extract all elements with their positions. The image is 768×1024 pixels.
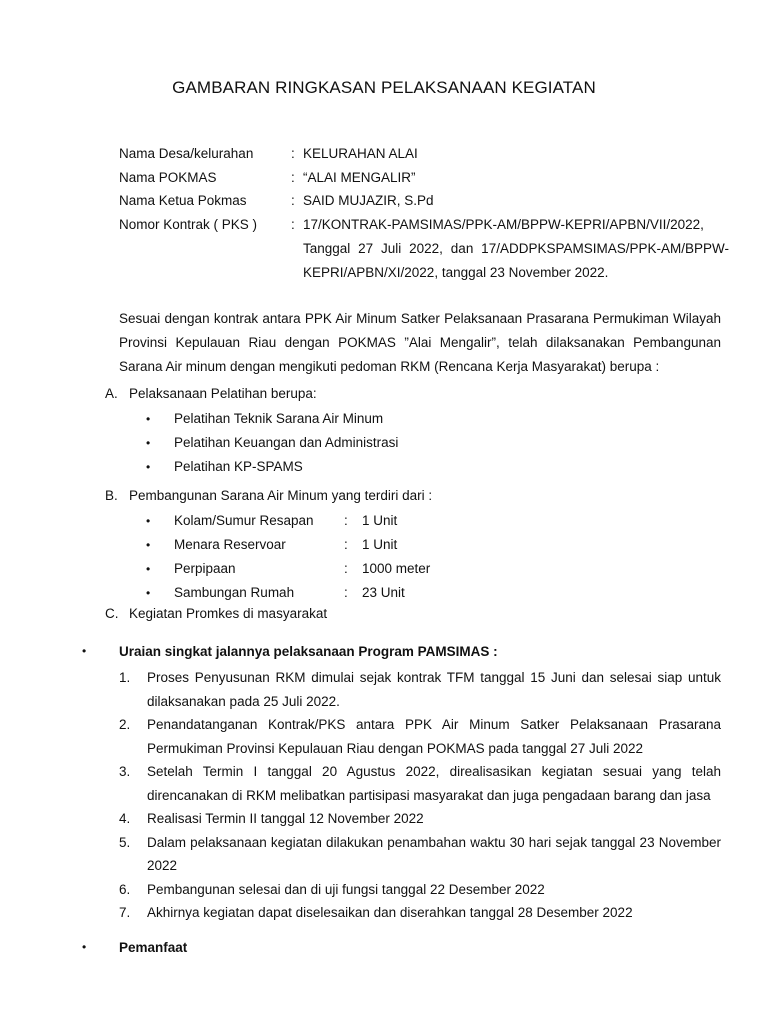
list-item: [119, 666, 721, 713]
item-colon: :: [344, 537, 348, 552]
item-text: Setelah Termin I tanggal 20 Agustus 2022, direalisasikan kegiatan sesuai yang telah direncanakan di RKM melibatkan partisipasi masyarakat dan juga pengadaan barang dan jasa: [147, 764, 721, 803]
info-label: Nama Ketua Pokmas: [119, 193, 247, 208]
section-a-heading: [105, 386, 317, 401]
section-a-list: [146, 409, 398, 481]
list-item: [146, 535, 430, 559]
info-label: Nama Desa/kelurahan: [119, 146, 254, 161]
item-name: Menara Reservoar: [174, 537, 286, 552]
item-text: Proses Penyusunan RKM dimulai sejak kontrak TFM tanggal 15 Juni dan selesai siap untuk dilaksanakan pada 25 Juli 2022.: [147, 670, 721, 709]
uraian-list: [119, 666, 721, 925]
list-item: [146, 559, 430, 583]
bullet-icon: •: [146, 538, 151, 552]
list-item-text: Pelatihan KP-SPAMS: [174, 459, 303, 474]
uraian-heading: [82, 644, 498, 659]
info-colon: :: [291, 216, 295, 232]
bullet-icon: •: [82, 940, 87, 954]
uraian-title: Uraian singkat jalannya pelaksanaan Program PAMSIMAS :: [119, 644, 498, 659]
item-number: 6.: [119, 881, 131, 897]
item-name: Perpipaan: [174, 561, 236, 576]
document-title: GAMBARAN RINGKASAN PELAKSANAAN KEGIATAN: [172, 78, 596, 97]
item-number: 3.: [119, 764, 131, 779]
item-text: Realisasi Termin II tanggal 12 November 2022: [147, 811, 424, 826]
info-row-pokmas: [119, 169, 729, 193]
item-value: 23 Unit: [362, 585, 405, 600]
item-text: Dalam pelaksanaan kegiatan dilakukan penambahan waktu 30 hari sejak tanggal 23 November 2022: [147, 834, 721, 873]
item-text: Penandatanganan Kontrak/PKS antara PPK Air Minum Satker Pelaksanaan Prasarana Permukiman Provinsi Kepulauan Riau dengan POKMAS pada tanggal 27 Juli 2022: [147, 717, 721, 756]
info-row-kontrak: [119, 216, 729, 285]
item-colon: :: [344, 513, 348, 528]
bullet-icon: •: [82, 644, 87, 658]
bullet-icon: •: [146, 562, 151, 576]
section-letter: A.: [105, 386, 118, 401]
list-item: [146, 583, 430, 607]
bullet-icon: •: [146, 436, 151, 450]
item-number: 1.: [119, 670, 131, 685]
section-b-list: [146, 511, 430, 607]
item-number: 5.: [119, 834, 131, 850]
info-value: 17/KONTRAK-PAMSIMAS/PPK-AM/BPPW-KEPRI/APBN/VII/2022, Tanggal 27 Juli 2022, dan 17/ADDPKSPAMSIMAS/PPK-AM/BPPW-KEPRI/APBN/XI/2022, tanggal 23 November 2022.: [303, 216, 729, 280]
list-item: [146, 457, 398, 481]
list-item-text: Pelatihan Keuangan dan Administrasi: [174, 435, 399, 450]
item-text: Pembangunan selesai dan di uji fungsi tanggal 22 Desember 2022: [147, 881, 545, 897]
pemanfaat-title: Pemanfaat: [119, 940, 188, 955]
list-item: [146, 409, 398, 433]
info-value: “ALAI MENGALIR”: [303, 169, 416, 185]
list-item: [119, 807, 721, 831]
section-title: Pelaksanaan Pelatihan berupa:: [129, 386, 317, 401]
list-item: [119, 831, 721, 878]
item-colon: :: [344, 561, 348, 576]
item-value: 1 Unit: [362, 537, 398, 552]
list-item: [119, 713, 721, 760]
item-value: 1000 meter: [362, 561, 431, 576]
section-title: Kegiatan Promkes di masyarakat: [129, 606, 328, 621]
item-name: Sambungan Rumah: [174, 585, 295, 600]
item-number: 7.: [119, 905, 131, 920]
section-letter: B.: [105, 488, 118, 503]
list-item: [146, 511, 430, 535]
item-text: Akhirnya kegiatan dapat diselesaikan dan diserahkan tanggal 28 Desember 2022: [147, 905, 633, 920]
list-item: [146, 433, 398, 457]
list-item-text: Pelatihan Teknik Sarana Air Minum: [174, 411, 384, 426]
section-letter: C.: [105, 606, 119, 621]
list-item: [119, 901, 721, 925]
item-value: 1 Unit: [362, 513, 398, 528]
list-item: [119, 760, 721, 807]
bullet-icon: •: [146, 514, 151, 528]
info-colon: :: [291, 193, 295, 208]
item-colon: :: [344, 585, 348, 600]
info-label: Nama POKMAS: [119, 169, 217, 185]
info-value: KELURAHAN ALAI: [303, 146, 418, 161]
pemanfaat-heading: [82, 940, 187, 955]
item-name: Kolam/Sumur Resapan: [174, 513, 314, 528]
info-colon: :: [291, 169, 295, 185]
section-c-heading: [105, 606, 327, 621]
info-table: [119, 145, 729, 285]
info-colon: :: [291, 146, 295, 161]
section-title: Pembangunan Sarana Air Minum yang terdiri dari :: [129, 488, 433, 503]
section-b-heading: [105, 488, 432, 503]
info-label: Nomor Kontrak ( PKS ): [119, 216, 258, 232]
item-number: 2.: [119, 717, 131, 732]
bullet-icon: •: [146, 586, 151, 600]
intro-paragraph: Sesuai dengan kontrak antara PPK Air Minum Satker Pelaksanaan Prasarana Permukiman Wilayah Provinsi Kepulauan Riau dengan POKMAS ”Alai Mengalir”, telah dilaksanakan Pembangunan Sarana Air minum dengan mengikuti pedoman RKM (Rencana Kerja Masyarakat) berupa :: [119, 311, 721, 374]
list-item: [119, 878, 721, 902]
item-number: 4.: [119, 811, 131, 826]
bullet-icon: •: [146, 412, 151, 426]
info-value: SAID MUJAZIR, S.Pd: [303, 193, 434, 208]
info-row-desa: [119, 145, 729, 169]
bullet-icon: •: [146, 460, 151, 474]
